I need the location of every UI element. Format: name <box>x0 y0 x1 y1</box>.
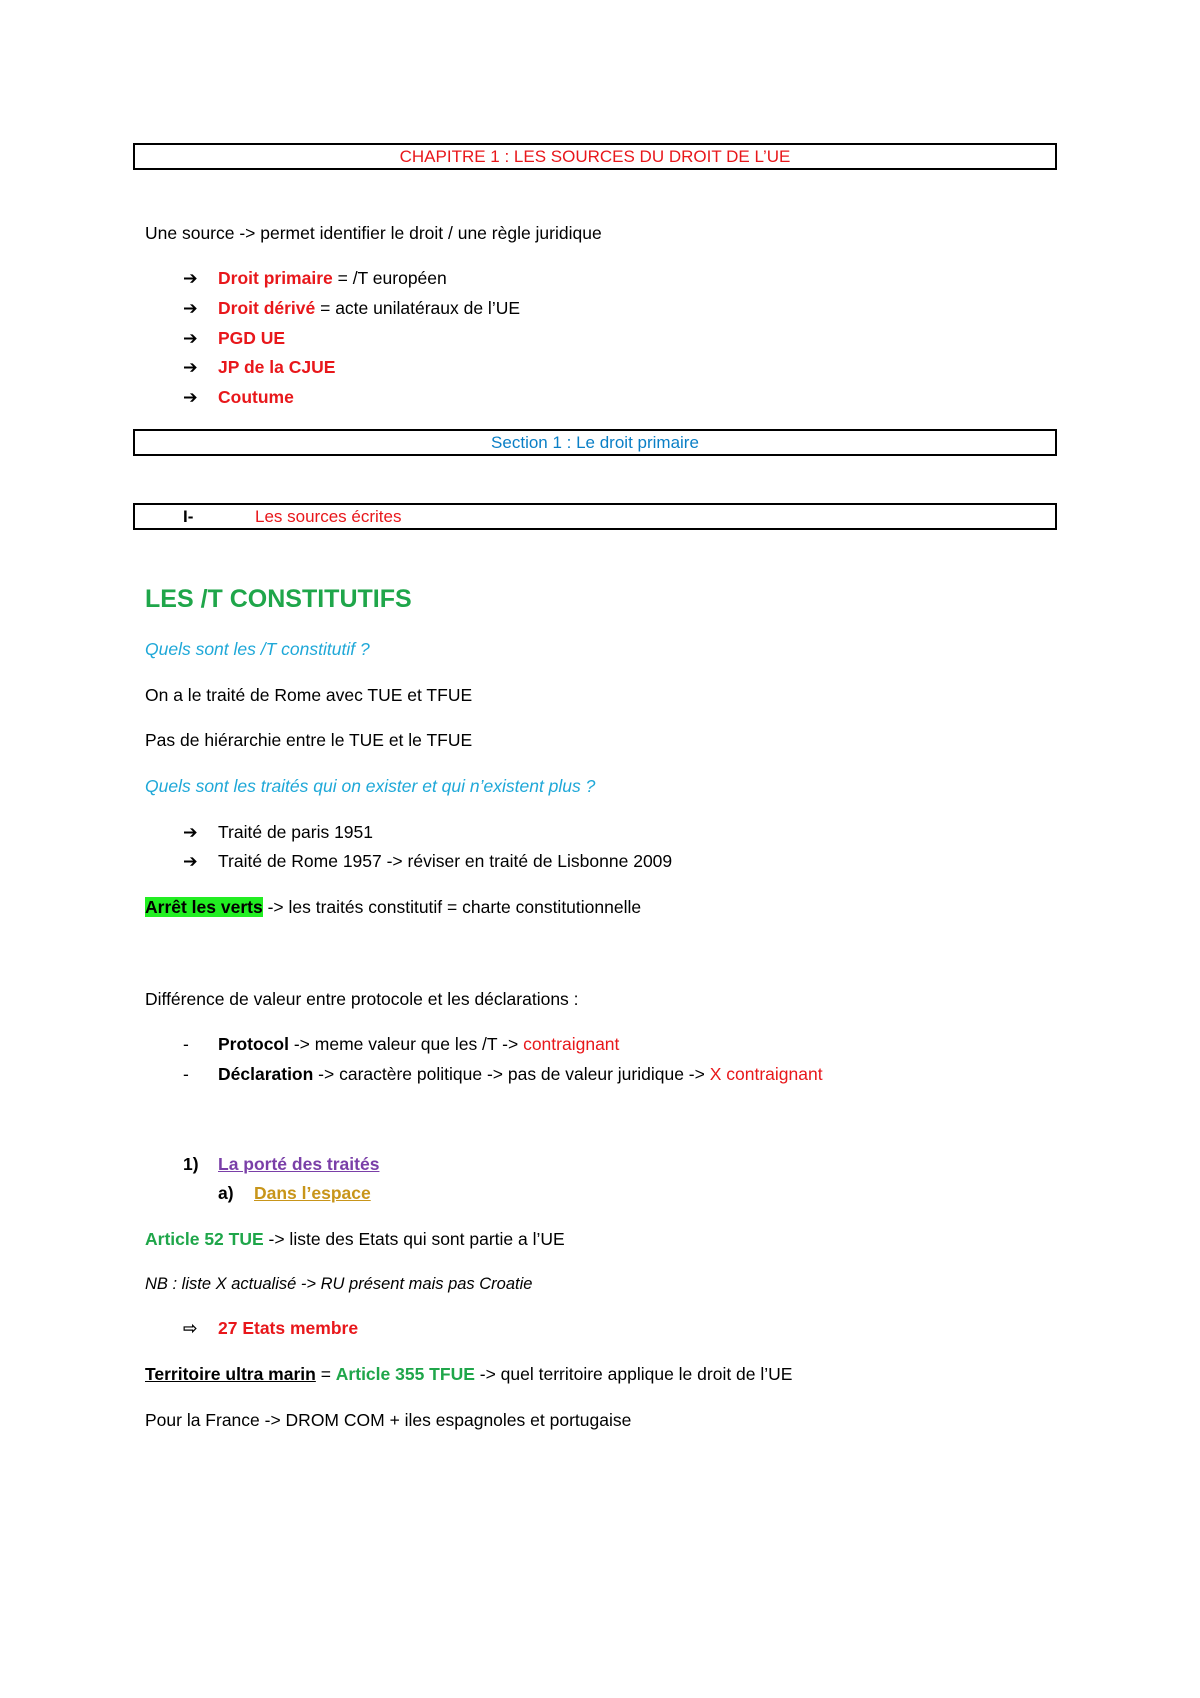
hollow-arrow-icon: ⇨ <box>183 1318 198 1338</box>
section-title: Section 1 : Le droit primaire <box>491 433 699 452</box>
treaty-item-2: ➔ Traité de Rome 1957 -> réviser en traité de Lisbonne 2009 <box>183 851 673 871</box>
source-item-5: ➔ Coutume <box>183 387 294 407</box>
arrow-icon: ➔ <box>183 387 198 407</box>
arrow-icon: ➔ <box>183 357 198 377</box>
subheading-a: a) Dans l’espace <box>218 1183 371 1203</box>
section-title-box <box>133 429 1057 456</box>
part-title: Les sources écrites <box>255 507 402 526</box>
part-title-box <box>133 503 1057 530</box>
paragraph-1: On a le traité de Rome avec TUE et TFUE <box>145 685 473 705</box>
treaty-item-1: ➔ Traité de paris 1951 <box>183 822 373 842</box>
protocol-item: - Protocol -> meme valeur que les /T -> contraignant <box>183 1034 620 1054</box>
highlighted-term: Arrêt les verts <box>145 897 263 917</box>
subheading-1: 1) La porté des traités <box>183 1154 380 1174</box>
paragraph-2: Pas de hiérarchie entre le TUE et le TFUE <box>145 730 473 750</box>
source-item-1: ➔ Droit primaire = /T européen <box>183 268 447 288</box>
chapter-title: CHAPITRE 1 : LES SOURCES DU DROIT DE L’UE <box>399 147 791 166</box>
arret-verts-line: Arrêt les verts -> les traités constitutif = charte constitutionnelle <box>145 897 642 917</box>
source-item-2: ➔ Droit dérivé = acte unilatéraux de l’UE <box>183 298 521 318</box>
intro-line: Une source -> permet identifier le droit / une règle juridique <box>145 223 602 243</box>
dash-marker: - <box>183 1034 189 1054</box>
arrow-icon: ➔ <box>183 328 198 348</box>
chapter-title-box <box>133 143 1057 170</box>
heading-constitutifs: LES /T CONSTITUTIFS <box>145 585 412 613</box>
arrow-icon: ➔ <box>183 822 198 842</box>
territoire-line: Territoire ultra marin = Article 355 TFUE -> quel territoire applique le droit de l’UE <box>145 1364 793 1384</box>
nb-note: NB : liste X actualisé -> RU présent mais pas Croatie <box>145 1275 533 1293</box>
difference-line: Différence de valeur entre protocole et les déclarations : <box>145 989 579 1009</box>
arrow-icon: ➔ <box>183 298 198 318</box>
question-2: Quels sont les traités qui on exister et qui n’existent plus ? <box>145 776 596 796</box>
source-item-3: ➔ PGD UE <box>183 328 286 348</box>
source-item-4: ➔ JP de la CJUE <box>183 357 336 377</box>
etats-item: ⇨ 27 Etats membre <box>183 1318 359 1338</box>
part-number: I- <box>183 507 194 526</box>
arrow-icon: ➔ <box>183 851 198 871</box>
declaration-item: - Déclaration -> caractère politique -> pas de valeur juridique -> X contraignant <box>183 1064 823 1084</box>
question-1: Quels sont les /T constitutif ? <box>145 639 370 659</box>
dash-marker: - <box>183 1064 189 1084</box>
arrow-icon: ➔ <box>183 268 198 288</box>
france-line: Pour la France -> DROM COM + iles espagnoles et portugaise <box>145 1410 632 1430</box>
article-52-line: Article 52 TUE -> liste des Etats qui sont partie a l’UE <box>145 1229 565 1249</box>
